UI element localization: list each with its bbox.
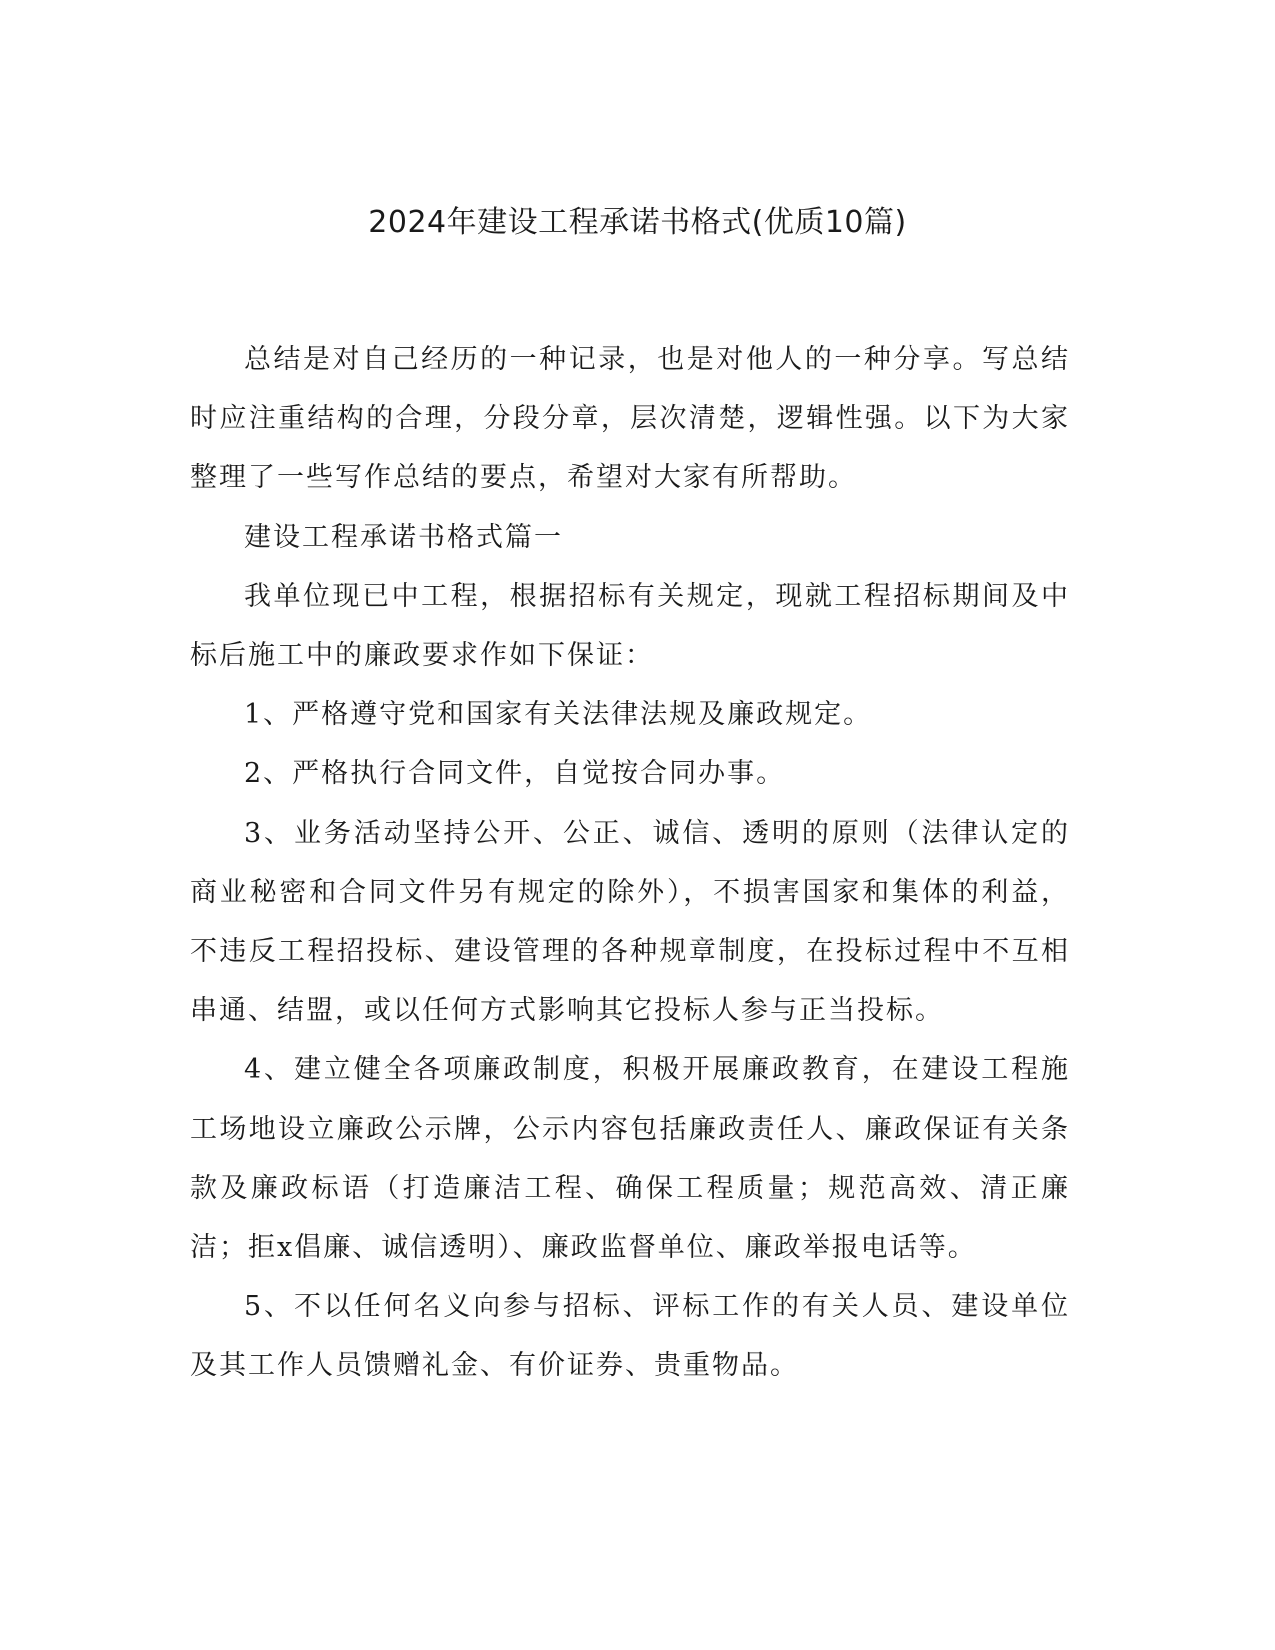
section-heading: 建设工程承诺书格式篇一 — [244, 521, 563, 553]
clause-3: 3、业务活动坚持公开、公正、诚信、透明的原则（法律认定的商业秘密和合同文件另有规定的除外），不损害国家和集体的利益，不违反工程招投标、建设管理的各种规章制度，在投标过程中不互相串通、结盟，或以任何方式影响其它投标人参与正当投标。 — [190, 817, 1070, 1027]
clause-2: 2、严格执行合同文件，自觉按合同办事。 — [244, 758, 786, 790]
commitment-paragraph: 我单位现已中工程，根据招标有关规定，现就工程招标期间及中标后施工中的廉政要求作如下保证： — [190, 580, 1070, 672]
clause-1: 1、严格遵守党和国家有关法律法规及廉政规定。 — [244, 699, 873, 731]
clause-4: 4、建立健全各项廉政制度，积极开展廉政教育，在建设工程施工场地设立廉政公示牌，公示内容包括廉政责任人、廉政保证有关条款及廉政标语（打造廉洁工程、确保工程质量；规范高效、清正廉洁；拒x倡廉、诚信透明）、廉政监督单位、廉政举报电话等。 — [190, 1054, 1070, 1264]
clause-5: 5、不以任何名义向参与招标、评标工作的有关人员、建设单位及其工作人员馈赠礼金、有价证券、贵重物品。 — [190, 1291, 1070, 1382]
intro-paragraph: 总结是对自己经历的一种记录，也是对他人的一种分享。写总结时应注重结构的合理，分段分章，层次清楚，逻辑性强。以下为大家整理了一些写作总结的要点，希望对大家有所帮助。 — [190, 344, 1070, 494]
document-body — [190, 330, 1070, 1396]
document-title: 2024年建设工程承诺书格式(优质10篇) — [368, 205, 907, 240]
